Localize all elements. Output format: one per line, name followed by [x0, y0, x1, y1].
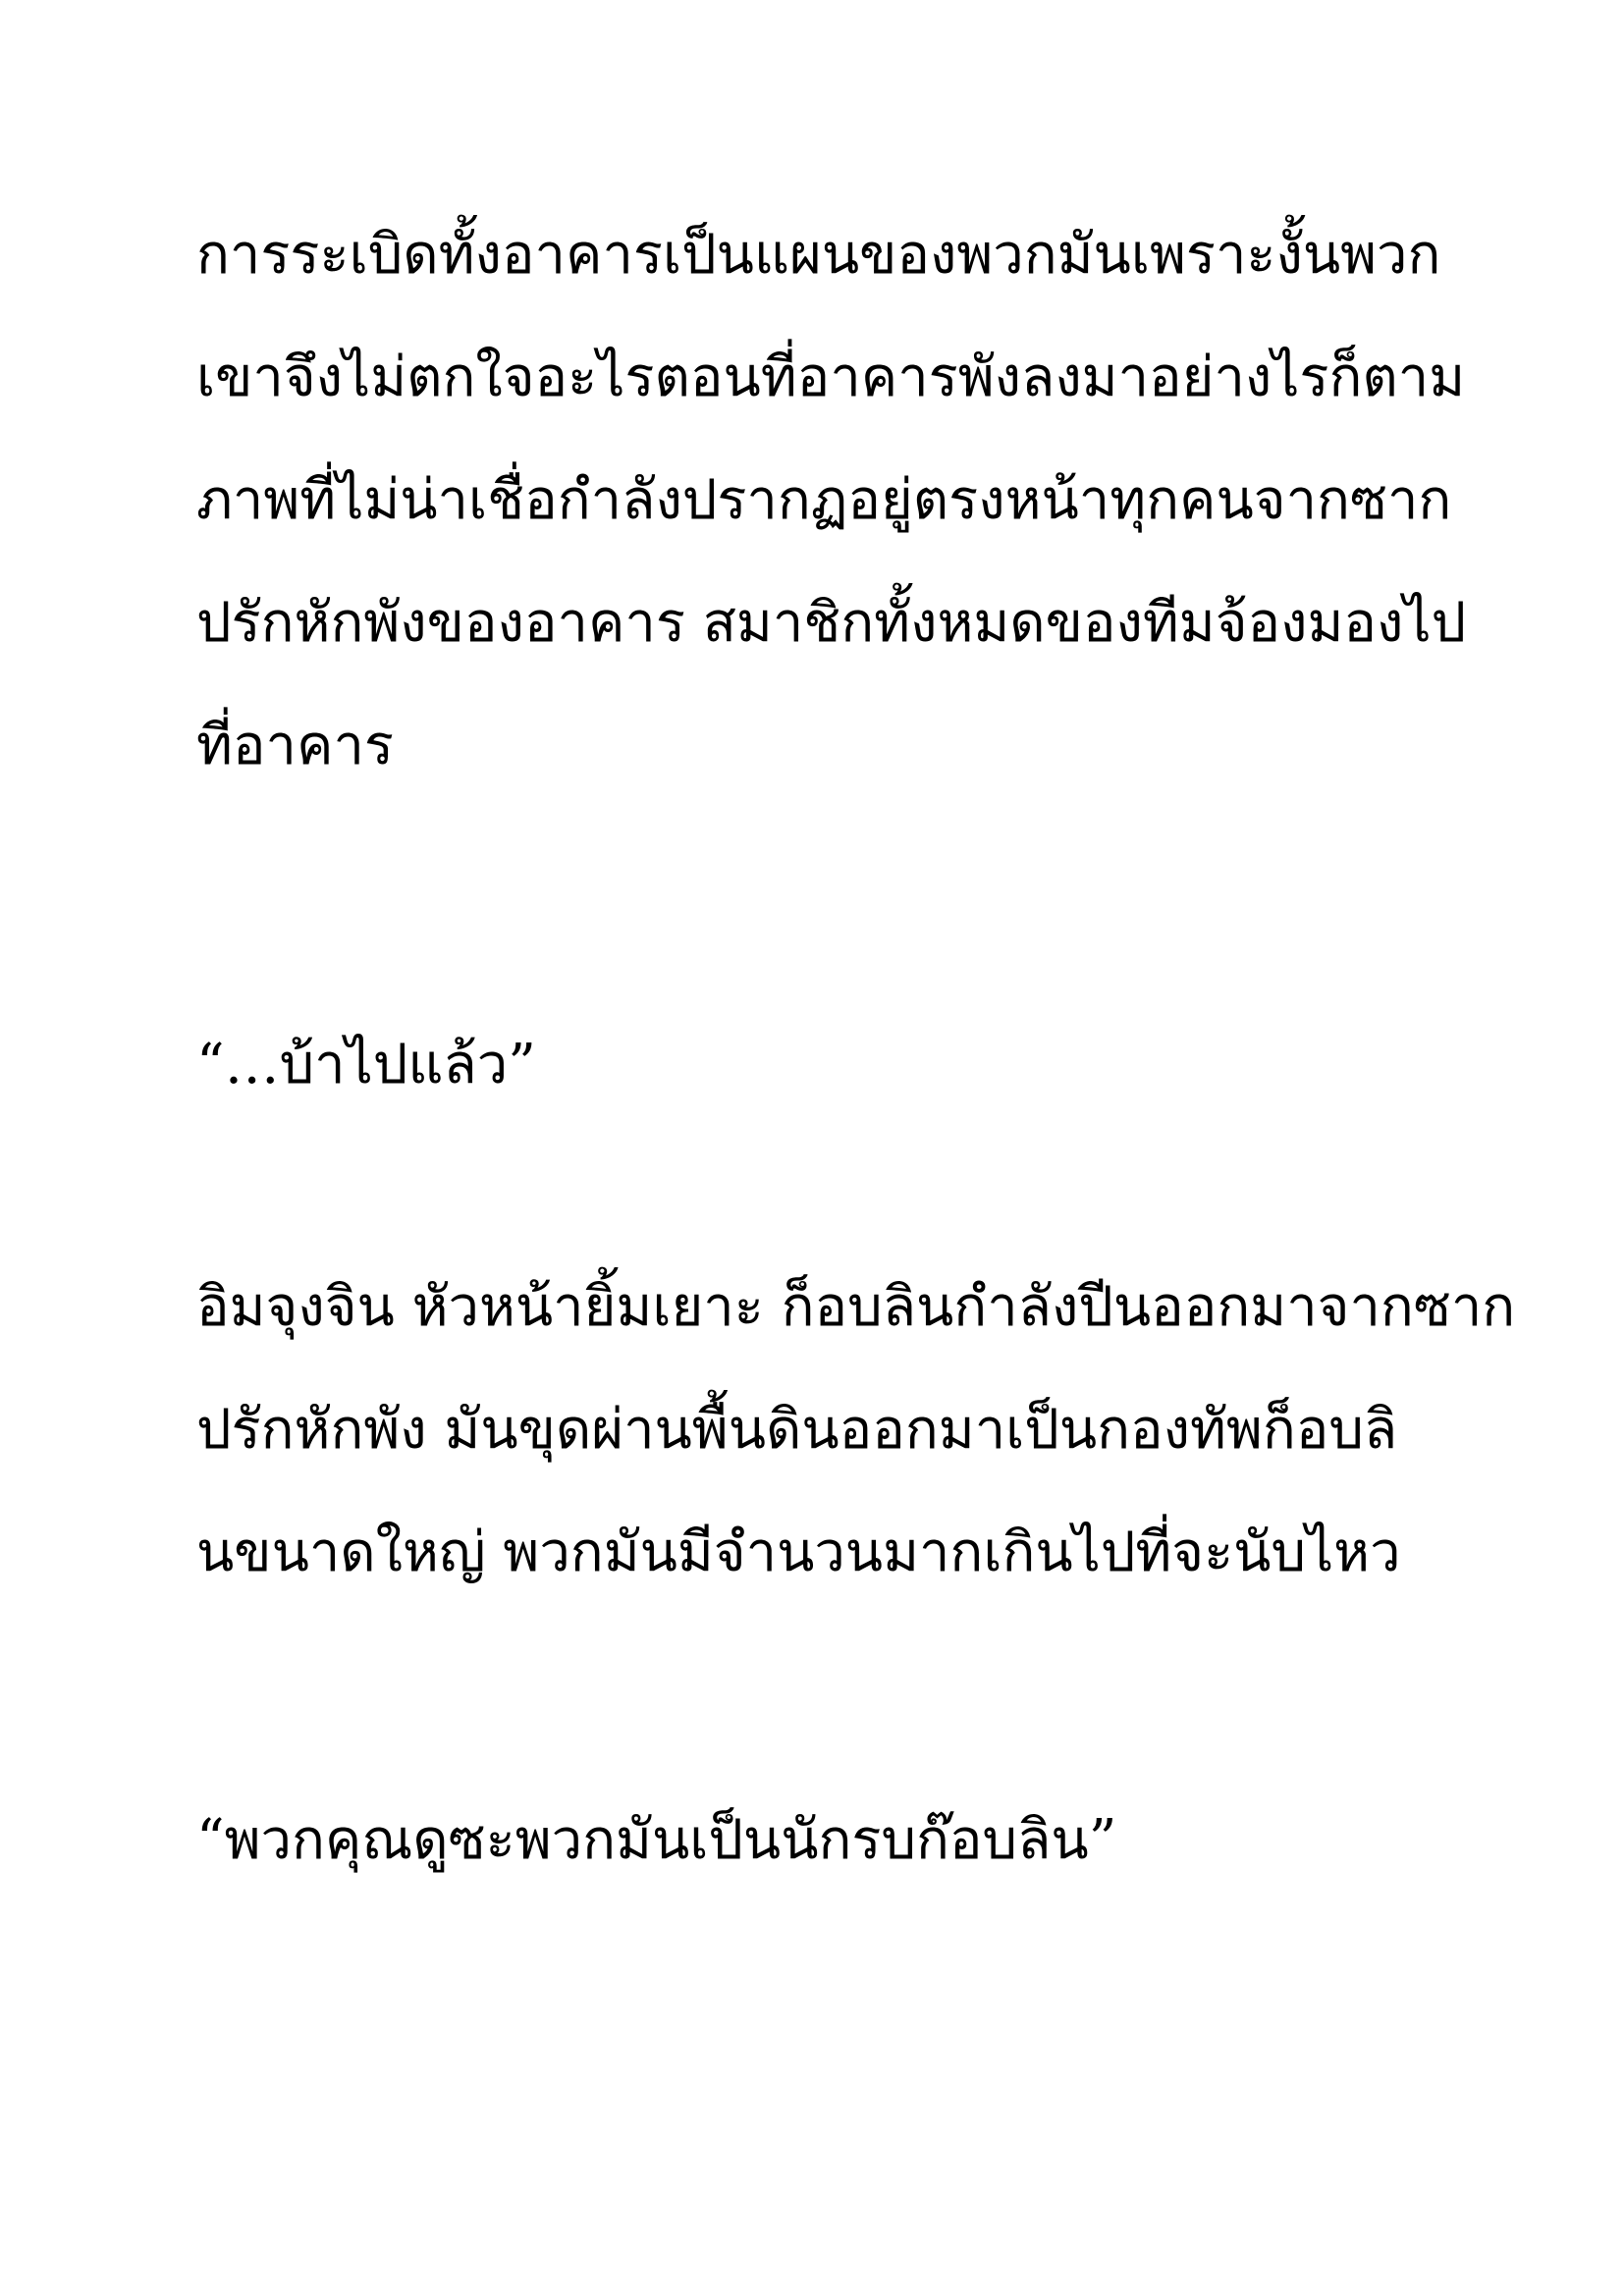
paragraph-2-line-3: นขนาดใหญ่ พวกมันมีจำนวนมากเกินไปที่จะนับไหว: [196, 1521, 1401, 1584]
paragraph-1-line-2: เขาจึงไม่ตกใจอะไรตอนที่อาคารพังลงมาอย่างไรก็ตาม: [196, 346, 1466, 409]
paragraph-1-line-5: ที่อาคาร: [196, 714, 394, 777]
paragraph-2-line-1: อิมจุงจิน หัวหน้ายิ้มเยาะ ก็อบลินกำลังปีนออกมาจากซาก: [196, 1275, 1516, 1339]
paragraph-2-line-2: ปรักหักพัง มันขุดผ่านพื้นดินออกมาเป็นกองทัพก็อบลิ: [196, 1398, 1398, 1462]
paragraph-1-line-3: ภาพที่ไม่น่าเชื่อกำลังปรากฏอยู่ตรงหน้าทุกคนจากซาก: [196, 468, 1452, 532]
paragraph-1-line-1: การระเบิดทั้งอาคารเป็นแผนของพวกมันเพราะงั้นพวก: [196, 223, 1441, 287]
dialogue-quote-1: “…บ้าไปแล้ว”: [196, 1033, 536, 1096]
paragraph-1-line-4: ปรักหักพังของอาคาร สมาชิกทั้งหมดของทีมจ้องมองไป: [196, 591, 1467, 655]
dialogue-quote-2: “พวกคุณดูซะพวกมันเป็นนักรบก๊อบลิน”: [196, 1808, 1117, 1872]
